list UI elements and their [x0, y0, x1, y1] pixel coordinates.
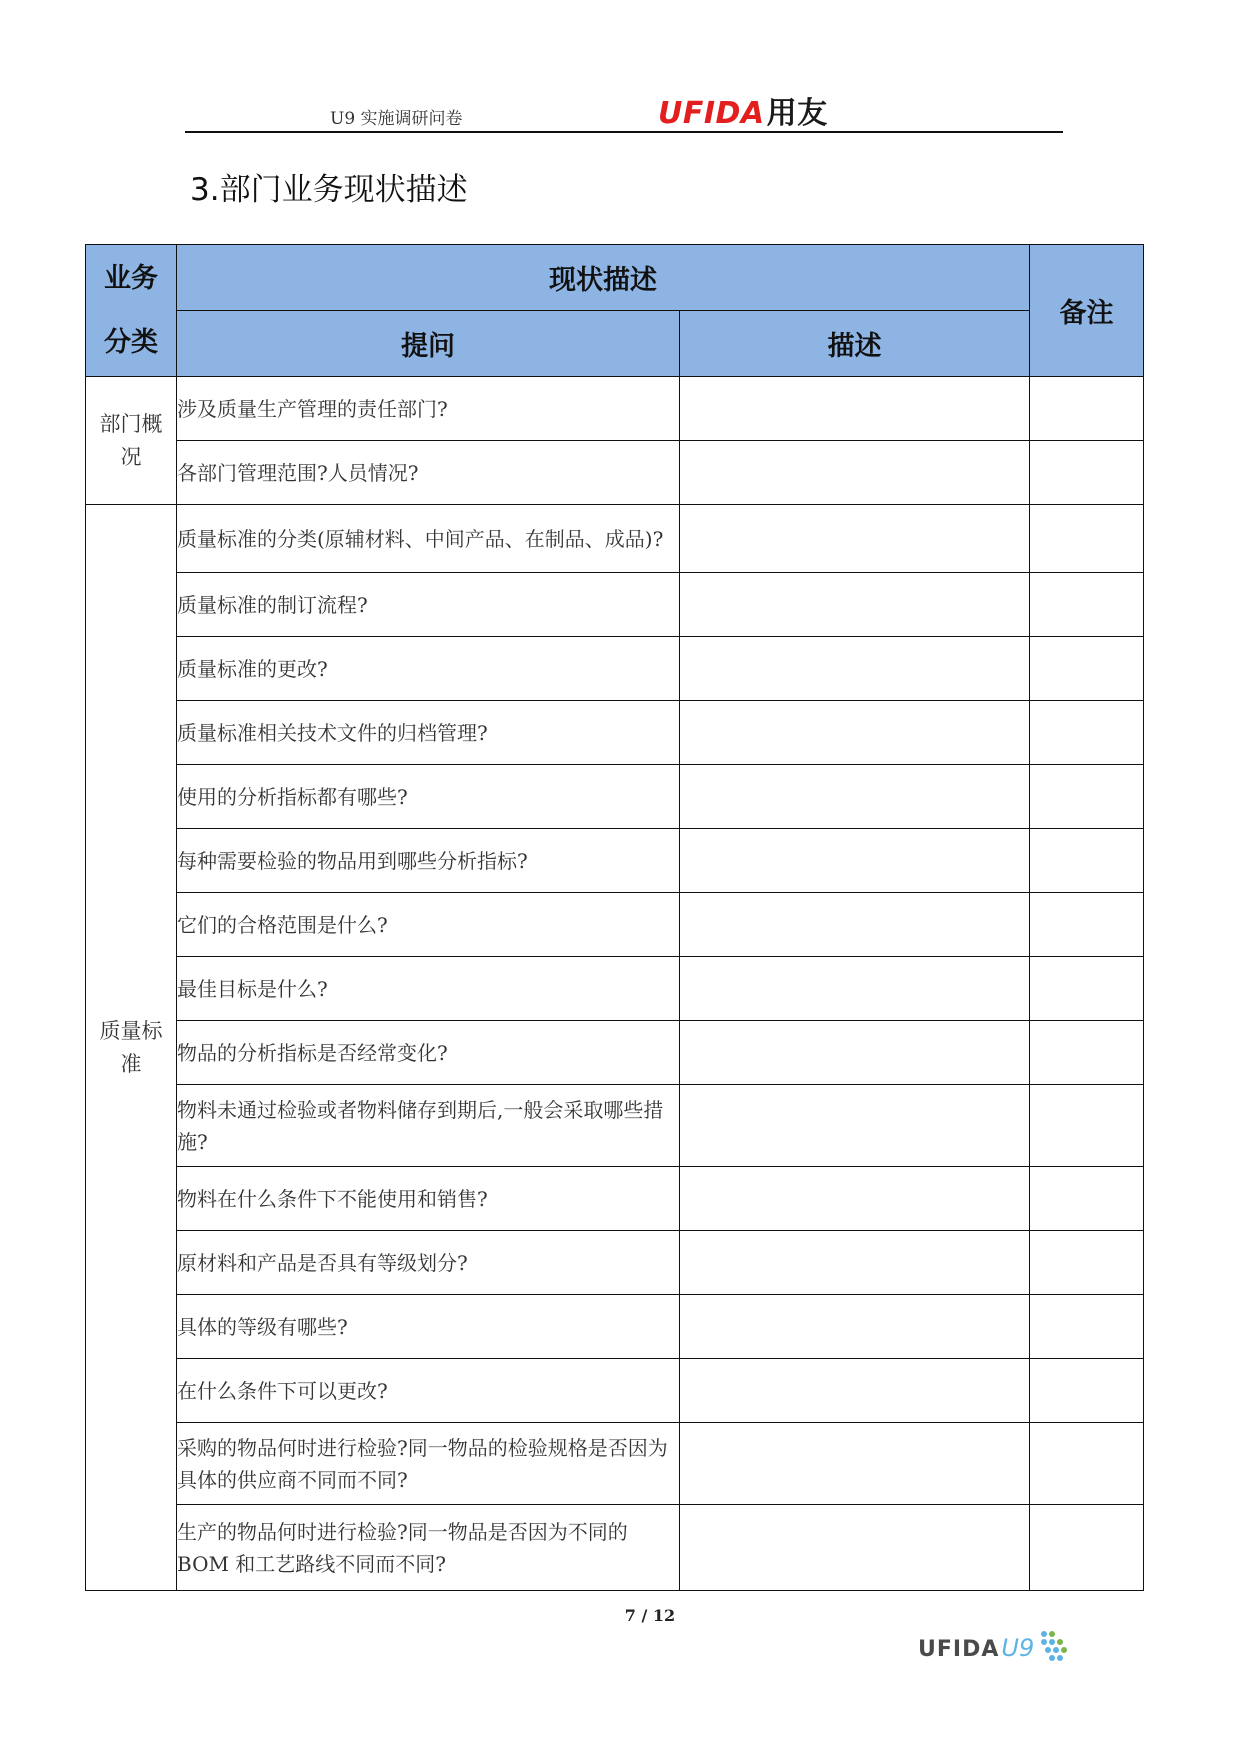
category-line: 况: [120, 444, 142, 469]
remark-cell[interactable]: [1030, 441, 1144, 505]
dots-icon: [1038, 1630, 1068, 1664]
table-row: [86, 1359, 1144, 1423]
header-current-status: 现状描述: [177, 245, 1030, 311]
table-row: [86, 957, 1144, 1021]
header-category: [86, 245, 177, 377]
remark-cell[interactable]: [1030, 1359, 1144, 1423]
header-description: 描述: [680, 311, 1030, 377]
remark-cell[interactable]: [1030, 1295, 1144, 1359]
question-cell: 物料未通过检验或者物料储存到期后,一般会采取哪些措施?: [177, 1085, 680, 1167]
question-cell: 物品的分析指标是否经常变化?: [177, 1021, 680, 1085]
remark-cell[interactable]: [1030, 1505, 1144, 1591]
header-remark: 备注: [1030, 245, 1144, 377]
description-cell[interactable]: [680, 701, 1030, 765]
description-cell[interactable]: [680, 637, 1030, 701]
ufida-logo: [658, 88, 828, 132]
remark-cell[interactable]: [1030, 377, 1144, 441]
question-cell: 质量标准的分类(原辅材料、中间产品、在制品、成品)?: [177, 505, 680, 573]
remark-cell[interactable]: [1030, 1167, 1144, 1231]
question-cell: 最佳目标是什么?: [177, 957, 680, 1021]
remark-cell[interactable]: [1030, 765, 1144, 829]
footer-logo-product: U9: [1001, 1634, 1035, 1662]
description-cell[interactable]: [680, 1231, 1030, 1295]
description-cell[interactable]: [680, 1167, 1030, 1231]
description-cell[interactable]: [680, 893, 1030, 957]
document-title: U9 实施调研问卷: [330, 109, 463, 129]
table-row: [86, 829, 1144, 893]
table-row: [86, 1295, 1144, 1359]
remark-cell[interactable]: [1030, 957, 1144, 1021]
remark-cell[interactable]: [1030, 1423, 1144, 1505]
header-category-line2: 分类: [104, 326, 158, 358]
table-row: [86, 1423, 1144, 1505]
remark-cell[interactable]: [1030, 1021, 1144, 1085]
category-line: 部门概: [99, 411, 163, 436]
brand-english: UFIDA: [658, 96, 765, 131]
header-question: 提问: [177, 311, 680, 377]
remark-cell[interactable]: [1030, 637, 1144, 701]
question-cell: 物料在什么条件下不能使用和销售?: [177, 1167, 680, 1231]
category-line: 准: [120, 1051, 142, 1076]
remark-cell[interactable]: [1030, 829, 1144, 893]
question-cell: 质量标准的更改?: [177, 637, 680, 701]
table-row: [86, 1231, 1144, 1295]
description-cell[interactable]: [680, 505, 1030, 573]
description-cell[interactable]: [680, 441, 1030, 505]
description-cell[interactable]: [680, 1085, 1030, 1167]
question-cell: 它们的合格范围是什么?: [177, 893, 680, 957]
table-row: [86, 1167, 1144, 1231]
description-cell[interactable]: [680, 829, 1030, 893]
description-cell[interactable]: [680, 1021, 1030, 1085]
question-cell: 各部门管理范围?人员情况?: [177, 441, 680, 505]
table-row: [86, 441, 1144, 505]
description-cell[interactable]: [680, 1359, 1030, 1423]
table-row: [86, 765, 1144, 829]
description-cell[interactable]: [680, 957, 1030, 1021]
header-rule: [185, 131, 1063, 133]
description-cell[interactable]: [680, 573, 1030, 637]
page-number: 7 / 12: [624, 1606, 676, 1625]
question-cell: 具体的等级有哪些?: [177, 1295, 680, 1359]
remark-cell[interactable]: [1030, 1231, 1144, 1295]
table-row: [86, 573, 1144, 637]
question-cell: 采购的物品何时进行检验?同一物品的检验规格是否因为具体的供应商不同而不同?: [177, 1423, 680, 1505]
remark-cell[interactable]: [1030, 893, 1144, 957]
question-cell: 每种需要检验的物品用到哪些分析指标?: [177, 829, 680, 893]
header-category-line1: 业务: [104, 262, 158, 294]
table-row: [86, 701, 1144, 765]
description-cell[interactable]: [680, 1505, 1030, 1591]
remark-cell[interactable]: [1030, 1085, 1144, 1167]
table-row: [86, 377, 1144, 441]
description-cell[interactable]: [680, 765, 1030, 829]
question-cell: 在什么条件下可以更改?: [177, 1359, 680, 1423]
description-cell[interactable]: [680, 377, 1030, 441]
question-cell: 生产的物品何时进行检验?同一物品是否因为不同的 BOM 和工艺路线不同而不同?: [177, 1505, 680, 1591]
table-row: [86, 637, 1144, 701]
table-row: [86, 893, 1144, 957]
ufida-u9-logo: [918, 1634, 1034, 1662]
brand-chinese: 用友: [766, 96, 828, 131]
category-line: 质量标: [99, 1018, 163, 1043]
footer-logo-word: UFIDA: [918, 1637, 1000, 1662]
question-cell: 涉及质量生产管理的责任部门?: [177, 377, 680, 441]
survey-table: [85, 244, 1144, 1591]
question-cell: 质量标准相关技术文件的归档管理?: [177, 701, 680, 765]
question-cell: 原材料和产品是否具有等级划分?: [177, 1231, 680, 1295]
section-title: 3.部门业务现状描述: [190, 172, 468, 208]
category-cell: [86, 505, 177, 1591]
description-cell[interactable]: [680, 1423, 1030, 1505]
table-row: [86, 1085, 1144, 1167]
question-cell: 质量标准的制订流程?: [177, 573, 680, 637]
table-row: [86, 1021, 1144, 1085]
category-cell: [86, 377, 177, 505]
remark-cell[interactable]: [1030, 505, 1144, 573]
remark-cell[interactable]: [1030, 573, 1144, 637]
remark-cell[interactable]: [1030, 701, 1144, 765]
description-cell[interactable]: [680, 1295, 1030, 1359]
table-row: [86, 1505, 1144, 1591]
table-row: [86, 505, 1144, 573]
question-cell: 使用的分析指标都有哪些?: [177, 765, 680, 829]
